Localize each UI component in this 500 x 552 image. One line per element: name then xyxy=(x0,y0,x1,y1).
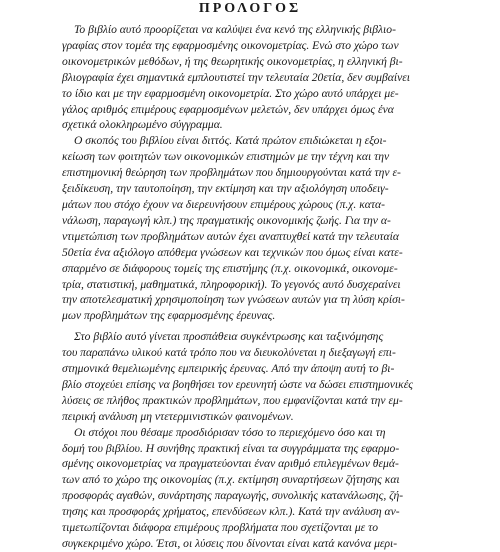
paragraph xyxy=(62,329,451,424)
text-line: οικονομετρικών μεθόδων, ή της θεωρητικής οικονομετρίας, η ελληνική βι- xyxy=(62,54,403,68)
text-line: το ίδιο και με την εφαρμοσμένη οικονομετρία. Στο χώρο αυτό υπάρχει με- xyxy=(62,86,399,100)
text-line: μάτων που στόχο έχουν να διερευνήσουν επιμέρους χώρους (π.χ. κατα- xyxy=(62,197,385,211)
text-line: βλιογραφία έχει σημαντικά εμπλουτιστεί την τελευταία 20ετία, δεν συμβαίνει xyxy=(62,70,411,84)
body-text xyxy=(62,22,451,552)
page-title: ΠΡΟΛΟΓΟΣ xyxy=(198,1,302,16)
text-line: κείωση των φοιτητών των οικονομικών επιστημών με την τέχνη και την xyxy=(62,150,390,164)
text-line: γραφίας στον τομέα της εφαρμοσμένης οικονομετρίας. Ενώ στο χώρο των xyxy=(62,38,399,52)
text-line: επιστημονική θεώρηση των προβλημάτων που δημιουργούνται κατά την ε- xyxy=(62,166,401,180)
text-line: 50ετία ένα αξιόλογο απόθεμα γνώσεων και τεχνικών που όμως είναι κατε- xyxy=(62,245,403,259)
text-line: μων προβλημάτων της εφαρμοσμένης έρευνας. xyxy=(62,309,276,323)
text-line: πειρική ανάλυση μη ντετερμινιστικών φαινομένων. xyxy=(62,409,294,423)
text-line: την αποτελεσματική χρησιμοποίηση των γνώσεων αυτών για τη λύση κρίσι- xyxy=(62,293,405,307)
text-line: λύσεις σε πλήθος πρακτικών προβλημάτων, που εμφανίζονται κατά την εμ- xyxy=(62,393,403,407)
text-line: των από το χώρο της οικονομίας (π.χ. εκτίμηση συναρτήσεων ζήτησης και xyxy=(62,473,400,487)
text-line: ντιμετώπιση των προβλημάτων αυτών έχει αναπτυχθεί κατά την τελευταία xyxy=(62,229,399,243)
text-line: του παραπάνω υλικού κατά τρόπο που να διευκολύνεται η διεξαγωγή επι- xyxy=(62,346,396,360)
text-line: στημονικά θεμελιωμένης εμπειρικής έρευνας. Από την άποψη αυτή το βι- xyxy=(62,362,395,376)
text-line: Οι στόχοι που θέσαμε προσδιόρισαν τόσο το περιεχόμενο όσο και τη xyxy=(74,425,386,439)
text-line: συγκεκριμένο χώρο. Έτσι, οι λύσεις που δίνονται είναι κατά κανόνα μερι- xyxy=(62,537,398,550)
paragraph xyxy=(62,133,451,324)
text-line: σχετικά ολοκληρωμένο σύγγραμμα. xyxy=(62,118,223,132)
text-line: νάλωση, παραγωγή κλπ.) της πραγματικής οικονομικής ζωής. Για την α- xyxy=(62,213,391,227)
text-line: Το βιβλίο αυτό προορίζεται να καλύψει ένα κενό της ελληνικής βιβλιο- xyxy=(74,23,396,36)
text-line: Ο σκοπός του βιβλίου είναι διττός. Κατά πρώτον επιδιώκεται η εξοι- xyxy=(74,134,387,148)
text-line: σπαρμένο σε διάφορους τομείς της επιστήμης (π.χ. οικονομικά, οικονομε- xyxy=(62,261,398,275)
text-line: τρία, στατιστική, μαθηματικά, πληροφορική). Το γεγονός αυτό δυσχεραίνει xyxy=(62,277,401,291)
text-line: ξειδίκευση, την ταυτοποίηση, την εκτίμηση και την αξιολόγηση υποδειγ- xyxy=(62,182,389,196)
text-line: Στο βιβλίο αυτό γίνεται προσπάθεια συγκέντρωσης και ταξινόμησης xyxy=(74,330,384,344)
paragraph xyxy=(62,425,451,552)
text-line: τησης και προσφοράς χρήματος, επενδύσεων κλπ.). Κατά την ανάλυση αν- xyxy=(62,505,400,519)
text-line: βλίο στοχεύει επίσης να βοηθήσει τον ερευνητή ώστε να δώσει επιστημονικές xyxy=(62,377,413,391)
text-line: γάλος αριθμός επιμέρους εφαρμοσμένων μελετών, δεν υπάρχει όμως ένα xyxy=(62,102,394,116)
text-line: δομή του βιβλίου. Η συνήθης πρακτική είναι τα συγγράμματα της εφαρμο- xyxy=(62,441,400,455)
paragraph xyxy=(62,22,451,133)
text-line: τιμετωπίζονται διάφορα επιμέρους προβλήματα που σχετίζονται με το xyxy=(62,521,379,535)
text-line: σμένης οικονομετρίας να πραγματεύονται έναν αριθμό επιλεγμένων θεμά- xyxy=(62,457,399,471)
text-line: προσφοράς αγαθών, συνάρτησης παραγωγής, συνολικής κατανάλωσης, ζή- xyxy=(62,489,404,503)
